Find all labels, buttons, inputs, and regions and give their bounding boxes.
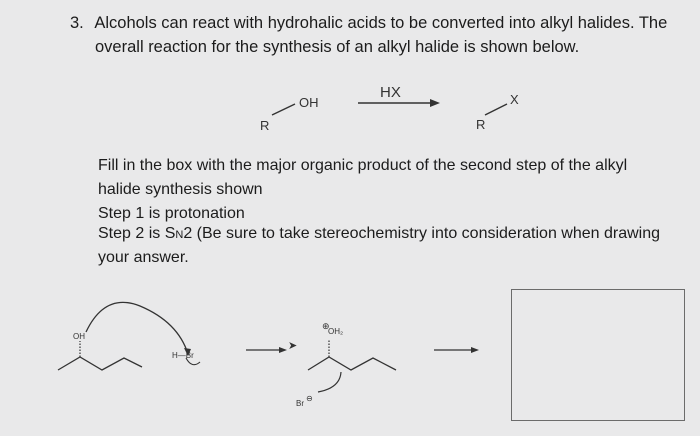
product-r-label: R	[476, 117, 486, 132]
alcohol-skeleton-2	[58, 341, 142, 370]
hbr-label: H—Br	[172, 351, 194, 360]
instruction-line-2: halide synthesis shown	[98, 181, 263, 198]
bromide-charge: ⊖	[306, 394, 313, 403]
step-2-suffix: 2 (Be sure to take stereochemistry into consideration when drawing	[183, 225, 661, 242]
question-number: 3.	[70, 14, 84, 32]
instruction-step-1: Step 1 is protonation	[98, 205, 245, 222]
instruction-line-5: your answer.	[98, 249, 189, 266]
reagent-hx-label: HX	[380, 84, 401, 101]
instruction-line-1: Fill in the box with the major organic product of the second step of the alkyl	[98, 157, 628, 174]
alcohol-skeleton	[272, 104, 295, 115]
curved-arrow-oh-to-h	[86, 302, 191, 356]
question-text-1: Alcohols can react with hydrohalic acids to be converted into alkyl halides. The	[94, 14, 668, 32]
oxonium-charge: ⊕	[322, 321, 330, 331]
curved-arrow-bromide-attack	[318, 372, 341, 392]
oxonium-skeleton	[308, 340, 396, 370]
alkyl-halide-skeleton	[485, 104, 507, 115]
sn-subscript: N	[175, 229, 184, 241]
cursor-marker-icon: ➤	[288, 340, 298, 352]
bromide-label: Br	[296, 399, 304, 408]
reactant-oh-label: OH	[299, 95, 319, 110]
step-2-prefix: Step 2 is S	[98, 225, 176, 242]
instruction-step-2	[98, 225, 660, 243]
question-line-2: overall reaction for the synthesis of an alkyl halide is shown below.	[95, 38, 580, 56]
reactant-r-label: R	[260, 118, 270, 133]
product-x-label: X	[510, 92, 519, 107]
oxonium-label: OH₂	[328, 327, 344, 336]
answer-box[interactable]	[511, 289, 685, 421]
step-2-arrow	[434, 347, 479, 353]
overall-reaction-scheme	[0, 0, 700, 140]
step-1-arrow	[246, 347, 287, 353]
alcohol-oh-label: OH	[73, 332, 85, 341]
